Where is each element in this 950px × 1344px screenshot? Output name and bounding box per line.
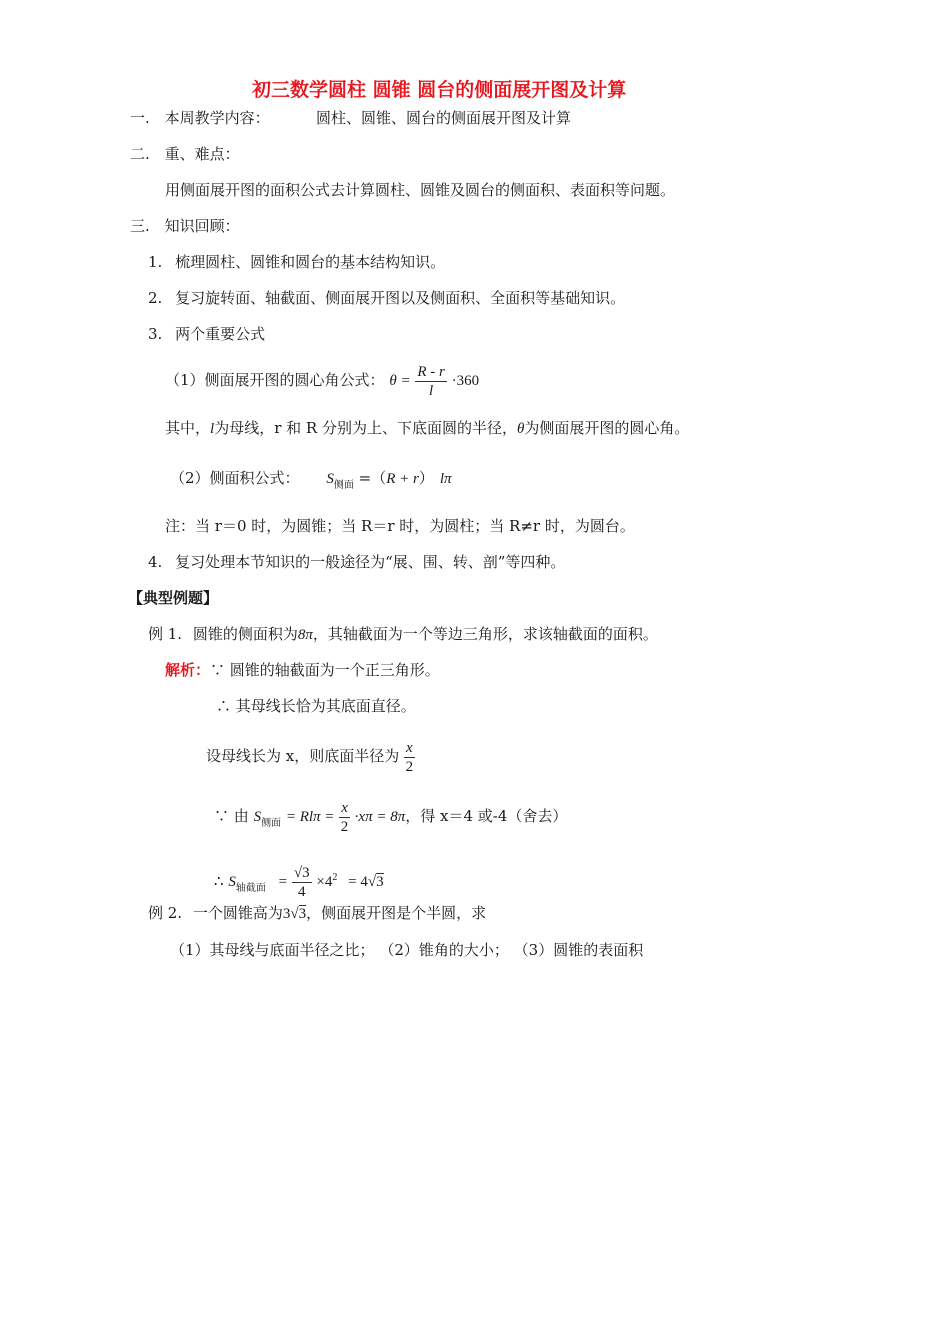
solution-line-1	[165, 660, 440, 680]
example-2-questions	[170, 940, 643, 960]
formula-2-subscript: 侧面	[333, 480, 354, 491]
example-2-sqrt-symbol: √	[290, 906, 299, 922]
section-1-label: 本周教学内容：	[164, 109, 270, 127]
example-2-question-3: （3）圆锥的表面积	[513, 941, 644, 959]
by-numerator: x	[341, 799, 348, 816]
page-title: 初三数学圆柱 圆锥 圆台的侧面展开图及计算	[252, 79, 627, 101]
therefore-symbol: ∴	[214, 872, 224, 890]
section-2-content: 用侧面展开图的面积公式去计算圆柱、圆锥及圆台的侧面积、表面积等问题。	[165, 181, 676, 199]
by-fraction	[339, 799, 350, 836]
formula-2-tail: lπ	[439, 471, 452, 487]
solution-therefore-1: ∴ 其母线长恰为其底面直径。	[216, 697, 416, 715]
example-2-text-a: 一个圆锥高为	[192, 904, 283, 922]
result-subscript: 轴截面	[235, 883, 266, 894]
section-3	[130, 216, 240, 236]
formula-lateral-area	[170, 460, 452, 499]
result-radicand-2: 3	[376, 874, 384, 890]
example-1-text-b: ，其轴截面为一个等边三角形，求该轴截面的面积。	[312, 625, 658, 643]
formula-2-Rr: R + r	[386, 471, 419, 487]
formula-1-label: （1）侧面展开图的圆心角公式：	[165, 371, 385, 389]
example-2-label: 例 2.	[148, 904, 183, 922]
by-S: S	[253, 809, 262, 825]
list-item-3-number: 3.	[148, 325, 163, 343]
list-item-2-text: 复习旋转面、轴截面、侧面展开图以及侧面积、全面积等基础知识。	[175, 289, 626, 307]
section-3-number: 三.	[130, 217, 150, 235]
example-2-height-coef: 3	[282, 906, 291, 922]
list-item-3-text: 两个重要公式	[175, 325, 266, 343]
examples-header: 【典型例题】	[128, 589, 219, 607]
example-1	[148, 624, 658, 645]
list-item-2-number: 2.	[148, 289, 163, 307]
section-2	[130, 144, 240, 164]
result-denominator: 4	[297, 883, 306, 900]
formula-central-angle	[165, 360, 479, 401]
result-sqrt-symbol: √	[367, 874, 377, 890]
example-2-text-b: ，侧面展开图是个半圆，求	[306, 904, 487, 922]
formula-2-label: （2）侧面积公式：	[170, 469, 300, 487]
list-item-1-text: 梳理圆柱、圆锥和圆台的基本结构知识。	[175, 253, 446, 271]
solution-label: 解析：	[165, 661, 211, 679]
set-numerator: x	[406, 739, 413, 756]
explanation-theta: θ	[516, 421, 525, 437]
result-numerator: √3	[293, 864, 310, 881]
set-text: 设母线长为 x，则底面半径为	[206, 747, 400, 765]
formula-2-close: ）	[418, 469, 434, 487]
result-eq: =	[278, 874, 288, 890]
result-S: S	[228, 874, 236, 890]
example-2-question-2: （2）锥角的大小；	[379, 941, 509, 959]
explanation-a: 其中，	[165, 419, 211, 437]
by-result: ，得 x＝4 或-4（舍去）	[405, 807, 568, 825]
example-1-label: 例 1.	[148, 625, 183, 643]
formula-2-eq: =（	[358, 469, 387, 487]
section-1	[130, 108, 270, 128]
list-item-4	[148, 552, 565, 572]
formula-1-denominator: l	[429, 382, 434, 399]
by-subscript: 侧面	[261, 818, 282, 829]
list-item-3	[148, 324, 265, 344]
formula-2-S: S	[326, 471, 334, 487]
result-eq2: = 4	[348, 874, 368, 890]
formula-1-explanation	[165, 418, 689, 439]
section-2-number: 二.	[130, 145, 150, 163]
example-2-height-radicand: 3	[298, 906, 307, 922]
section-1-number: 一.	[130, 109, 150, 127]
section-1-content: 圆柱、圆锥、圆台的侧面展开图及计算	[316, 109, 572, 127]
section-2-label: 重、难点：	[164, 145, 240, 163]
result-radicand: 3	[302, 864, 310, 881]
list-item-1-number: 1.	[148, 253, 163, 271]
note: 注：当 r＝0 时，为圆锥；当 R＝r 时，为圆柱；当 R≠r 时，为圆台。	[165, 517, 635, 535]
result-times: ×4	[316, 874, 333, 890]
example-2-question-1: （1）其母线与底面半径之比；	[170, 941, 375, 959]
section-3-label: 知识回顾：	[164, 217, 240, 235]
solution-set-variable	[206, 736, 415, 776]
formula-1-fraction	[415, 363, 447, 400]
solution-because-1: ∵ 圆锥的轴截面为一个正三角形。	[210, 661, 440, 679]
explanation-l: l	[210, 421, 215, 437]
set-fraction	[404, 739, 415, 776]
list-item-1	[148, 252, 445, 272]
formula-1-theta: θ =	[389, 373, 411, 389]
solution-equation	[214, 796, 567, 839]
by-denominator: 2	[340, 818, 349, 835]
by-eq: = Rlπ =	[285, 809, 335, 825]
list-item-2	[148, 288, 625, 308]
list-item-4-text: 复习处理本节知识的一般途径为“展、围、转、剖”等四种。	[175, 553, 566, 571]
by-tail: ·xπ = 8π	[354, 809, 406, 825]
example-1-text-a: 圆锥的侧面积为	[192, 625, 298, 643]
by-text: ∵ 由	[214, 807, 249, 825]
formula-1-numerator: R - r	[417, 363, 445, 380]
explanation-b: 为母线，r 和 R 分别为上、下底面圆的半径，	[214, 419, 517, 437]
set-denominator: 2	[405, 758, 414, 775]
result-exponent: 2	[332, 872, 338, 883]
result-fraction	[292, 864, 312, 901]
formula-1-tail: ·360	[451, 373, 480, 389]
example-2	[148, 902, 486, 925]
list-item-4-number: 4.	[148, 553, 163, 571]
explanation-c: 为侧面展开图的圆心角。	[524, 419, 690, 437]
solution-result	[214, 856, 384, 906]
example-1-value: 8π	[297, 627, 313, 643]
